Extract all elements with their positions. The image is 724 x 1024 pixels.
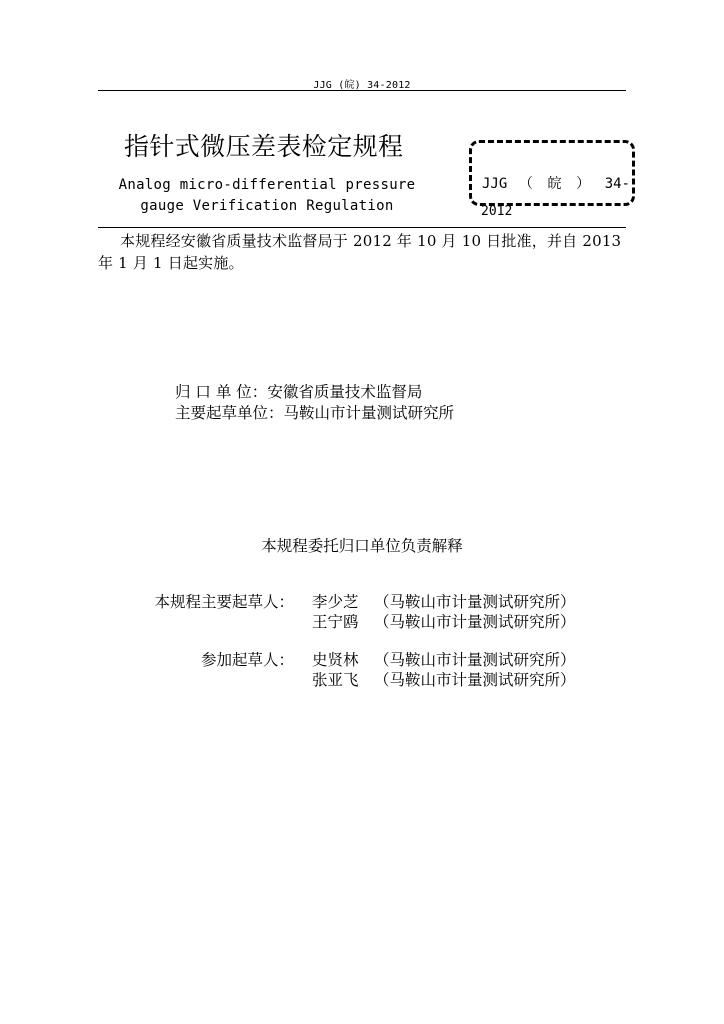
standard-code-line-2: 2012 bbox=[481, 204, 513, 219]
participant-drafter-row bbox=[0, 648, 724, 670]
drafter-organization: （马鞍山市计量测试研究所） bbox=[374, 613, 576, 631]
standard-code-line-1: JJG （ 皖 ） 34- bbox=[482, 176, 630, 192]
title-english bbox=[98, 175, 436, 217]
participant-drafters-label: 参加起草人： bbox=[200, 651, 294, 669]
responsible-units bbox=[175, 382, 454, 424]
title-chinese: 指针式微压差表检定规程 bbox=[124, 132, 404, 161]
authority-label: 归 口 单 位 bbox=[175, 383, 252, 401]
drafter-organization: （马鞍山市计量测试研究所） bbox=[374, 671, 576, 689]
header-rule bbox=[98, 90, 626, 91]
title-english-line-1: Analog micro-differential pressure bbox=[118, 177, 416, 193]
participant-drafter-row bbox=[0, 668, 724, 690]
main-drafting-unit-value: 马鞍山市计量测试研究所 bbox=[283, 404, 455, 422]
title-english-line-2: gauge Verification Regulation bbox=[140, 198, 394, 214]
main-drafters-label: 本规程主要起草人： bbox=[154, 593, 294, 611]
main-drafter-row bbox=[0, 590, 724, 612]
drafter-name: 王宁鸥 bbox=[312, 613, 359, 631]
header-code: JJG (皖) 34-2012 bbox=[313, 80, 411, 91]
authority-row bbox=[175, 382, 454, 403]
authority-colon: ： bbox=[251, 383, 268, 401]
drafter-name: 李少芝 bbox=[312, 593, 359, 611]
main-drafting-unit-colon: ： bbox=[268, 404, 284, 422]
interpretation-note: 本规程委托归口单位负责解释 bbox=[261, 537, 463, 555]
title-rule bbox=[98, 227, 626, 228]
authority-value: 安徽省质量技术监督局 bbox=[267, 383, 423, 401]
main-drafting-unit-row bbox=[175, 403, 454, 424]
main-drafter-row bbox=[0, 610, 724, 632]
approval-statement: 本规程经安徽省质量技术监督局于 2012 年 10 月 10 日批准，并自 2013 年 1 月 1 日起实施。 bbox=[98, 232, 622, 272]
drafter-name: 史贤林 bbox=[312, 651, 359, 669]
drafter-name: 张亚飞 bbox=[312, 671, 359, 689]
drafter-organization: （马鞍山市计量测试研究所） bbox=[374, 651, 576, 669]
drafter-organization: （马鞍山市计量测试研究所） bbox=[374, 593, 576, 611]
main-drafting-unit-label: 主要起草单位 bbox=[175, 404, 269, 422]
